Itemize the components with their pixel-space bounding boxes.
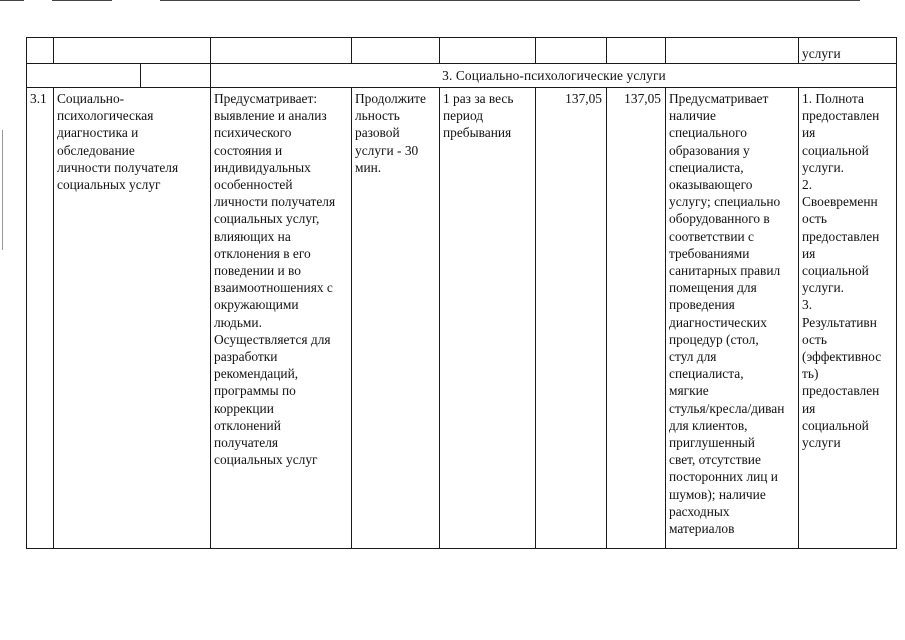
- service-name: Социально- психологическая диагностика и обследование личности получателя социальных услуг: [54, 88, 211, 549]
- section-title: 3. Социально-психологические услуги: [211, 64, 897, 88]
- table-cell: [211, 38, 352, 64]
- table-cell: [536, 38, 607, 64]
- service-tariff-2: 137,05: [607, 88, 666, 549]
- table-cell: [666, 38, 799, 64]
- table-cell: [607, 38, 666, 64]
- services-table: [26, 37, 897, 549]
- scan-edge-left: [2, 130, 3, 250]
- continuation-cell-text: услуги: [799, 38, 897, 64]
- table-cell: [352, 38, 440, 64]
- scan-line-top-mid: [52, 0, 112, 1]
- table-cell: [27, 38, 54, 64]
- scan-line-top-left: [0, 0, 24, 1]
- table-cell: [54, 38, 211, 64]
- service-quality-indicators: 1. Полнота предоставлен ия социальной услуги. 2. Своевременн ость предоставлен ия социальной услуги. 3. Результативн ость (эффективнос ть) предоставлен ия социальной услуги: [799, 88, 897, 549]
- service-conditions: Предусматривает наличие специального образования у специалиста, оказывающего услугу; специально оборудованного в соответствии с требованиями санитарных правил помещения для проведения диагностических процедур (стол, стул для специалиста, мягкие стулья/кресла/диван для клиентов, приглушенный свет, отсутствие посторонних лиц и шумов); наличие расходных материалов: [666, 88, 799, 549]
- service-duration: Продолжите льность разовой услуги - 30 мин.: [352, 88, 440, 549]
- service-number: 3.1: [27, 88, 54, 549]
- table-row-service: [27, 88, 897, 549]
- table-cell: [440, 38, 536, 64]
- service-description: Предусматривает: выявление и анализ психического состояния и индивидуальных особенностей личности получателя социальных услуг, влияющих на отклонения в его поведении и во взаимоотношениях с окружающими людьми. Осуществляется для разработки рекомендаций, программы по коррекции отклонений получателя социальных услуг: [211, 88, 352, 549]
- section-spacer-cell: [27, 64, 211, 88]
- table-row-continuation: [27, 38, 897, 64]
- scan-line-top-right: [160, 0, 860, 1]
- service-tariff-1: 137,05: [536, 88, 607, 549]
- table-row-section: [27, 64, 897, 88]
- service-frequency: 1 раз за весь период пребывания: [440, 88, 536, 549]
